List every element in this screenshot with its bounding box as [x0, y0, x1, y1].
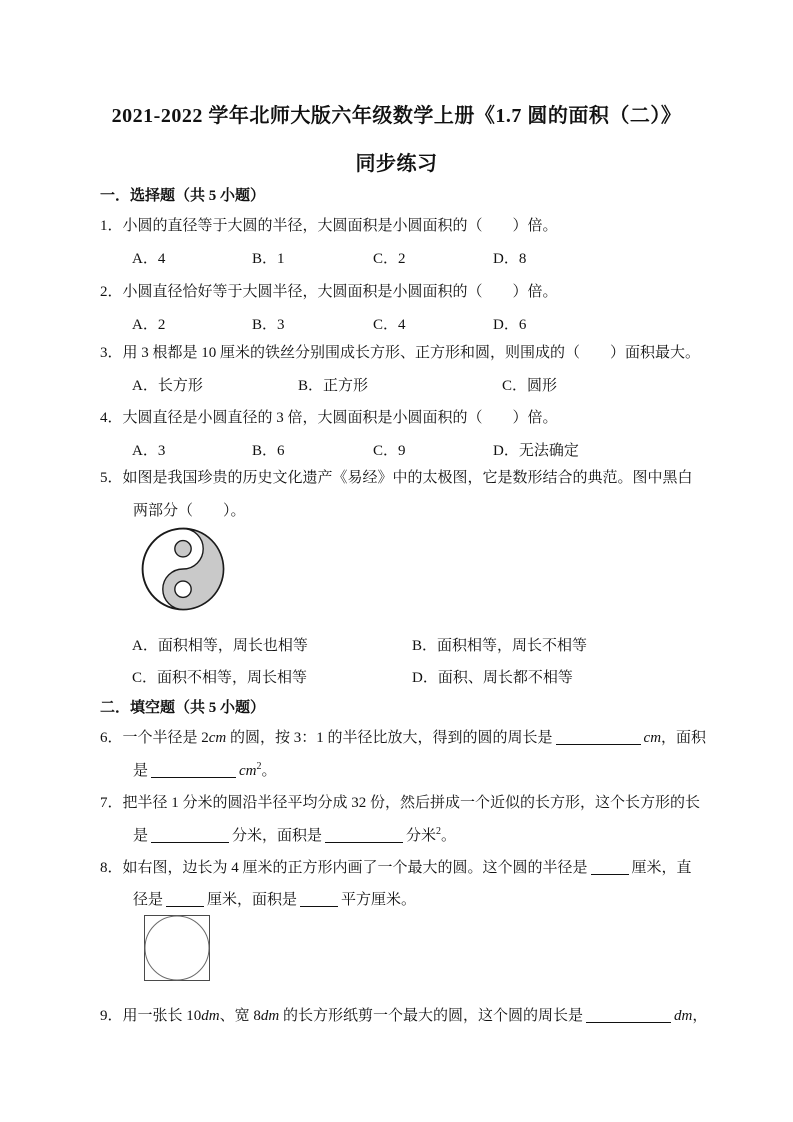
q9-text-b: 、宽 8: [219, 1008, 261, 1024]
question-7-line2: [133, 826, 456, 847]
q7-text-b: 分米，面积是: [232, 828, 323, 844]
square-inscribed-circle-diagram: [144, 915, 210, 986]
q6-text-d: 是: [133, 763, 149, 779]
question-3-options: [100, 376, 793, 397]
q9-text-d: ，: [692, 1008, 708, 1024]
taiji-icon: [140, 526, 226, 612]
taiji-top-dot: [175, 541, 191, 557]
option-4-d: D．无法确定: [493, 443, 579, 459]
q6-text-e: 。: [261, 763, 277, 779]
option-4-b: B．6: [252, 443, 285, 459]
q8-blank-radius: [591, 859, 629, 875]
q8-blank-diameter: [166, 891, 204, 907]
q8-text-b: 厘米，直: [631, 860, 692, 876]
question-1-text: 1．小圆的直径等于大圆的半径，大圆面积是小圆面积的（ ）倍。: [100, 218, 558, 234]
q7-text-d: 。: [441, 828, 457, 844]
question-4-options: [100, 441, 793, 462]
option-5-d: D．面积、周长都不相等: [412, 670, 573, 686]
inscribed-circle: [145, 916, 209, 980]
q8-text-e: 平方厘米。: [341, 892, 417, 908]
q7-text-a: 是: [133, 828, 149, 844]
q6-unit-cm-1: cm: [208, 730, 227, 746]
q6-unit-cm-3: cm: [239, 763, 257, 779]
option-5-b: B．面积相等，周长不相等: [412, 638, 588, 654]
taiji-bottom-dot: [175, 581, 191, 597]
option-3-a: A．长方形: [132, 378, 203, 394]
option-3-c: C．圆形: [502, 378, 558, 394]
taiji-diagram: [140, 526, 226, 617]
q7-text-c: 分米: [406, 828, 437, 844]
question-5-text-line1: 5．如图是我国珍贵的历史文化遗产《易经》中的太极图，它是数形结合的典范。图中黑白: [100, 470, 693, 486]
q6-superscript: 2: [256, 761, 262, 772]
question-2-options: [100, 315, 793, 336]
option-2-b: B．3: [252, 317, 285, 333]
question-7-line1: 7．把半径 1 分米的圆沿半径平均分成 32 份，然后拼成一个近似的长方形，这个长方形的长: [100, 795, 701, 811]
square-circle-icon: [144, 915, 210, 981]
option-4-c: C．9: [373, 443, 406, 459]
page-title-line2: 同步练习: [355, 153, 438, 175]
q8-blank-area: [300, 891, 338, 907]
option-5-a: A．面积相等，周长也相等: [132, 638, 308, 654]
q6-text-c: ，面积: [661, 730, 707, 746]
option-1-b: B．1: [252, 251, 285, 267]
option-1-c: C．2: [373, 251, 406, 267]
question-1-options: [100, 249, 793, 270]
q6-blank-area: [151, 762, 236, 778]
option-1-a: A．4: [132, 251, 166, 267]
q6-blank-circumference: [556, 729, 641, 745]
option-2-d: D．6: [493, 317, 527, 333]
q9-text-a: 9．用一张长 10: [100, 1008, 202, 1024]
option-3-b: B．正方形: [298, 378, 369, 394]
question-2-text: 2．小圆直径恰好等于大圆半径，大圆面积是小圆面积的（ ）倍。: [100, 284, 558, 300]
section-fill-heading: 二．填空题（共 5 小题）: [100, 700, 266, 716]
q8-text-a: 8．如右图，边长为 4 厘米的正方形内画了一个最大的圆。这个圆的半径是: [100, 860, 588, 876]
option-5-c: C．面积不相等，周长相等: [132, 670, 308, 686]
q6-text-b: 的圆，按 3：1 的半径比放大，得到的圆的周长是: [226, 730, 553, 746]
section-choice-heading: 一．选择题（共 5 小题）: [100, 188, 266, 204]
question-3-text: 3．用 3 根都是 10 厘米的铁丝分别围成长方形、正方形和圆，则围成的（ ）面积最大。: [100, 345, 701, 361]
option-4-a: A．3: [132, 443, 166, 459]
page-title: 2021-2022 学年北师大版六年级数学上册《1.7 圆的面积（二）》: [111, 105, 682, 127]
q6-text-a: 6．一个半径是 2: [100, 730, 209, 746]
option-2-a: A．2: [132, 317, 166, 333]
q9-unit-dm-2: dm: [260, 1008, 280, 1024]
question-9-line1: [100, 1006, 707, 1027]
q7-blank-area: [325, 827, 403, 843]
q8-text-c: 径是: [133, 892, 164, 908]
question-8-line2: [133, 890, 416, 911]
question-4-text: 4．大圆直径是小圆直径的 3 倍，大圆面积是小圆面积的（ ）倍。: [100, 410, 558, 426]
question-6-line1: [100, 728, 706, 749]
option-2-c: C．4: [373, 317, 406, 333]
option-1-d: D．8: [493, 251, 527, 267]
q7-superscript: 2: [436, 826, 442, 837]
q9-unit-dm-3: dm: [673, 1008, 693, 1024]
q9-blank-circumference: [586, 1007, 671, 1023]
question-5-options-row1: [100, 636, 793, 657]
q6-unit-cm-2: cm: [643, 730, 662, 746]
question-5-options-row2: [100, 668, 793, 689]
question-8-line1: [100, 858, 692, 879]
q7-blank-length: [151, 827, 229, 843]
q9-text-c: 的长方形纸剪一个最大的圆，这个圆的周长是: [279, 1008, 583, 1024]
question-5-text-line2: 两部分（ ）。: [133, 503, 246, 519]
q8-text-d: 厘米，面积是: [207, 892, 298, 908]
q9-unit-dm-1: dm: [201, 1008, 220, 1024]
question-6-line2: [133, 761, 277, 782]
